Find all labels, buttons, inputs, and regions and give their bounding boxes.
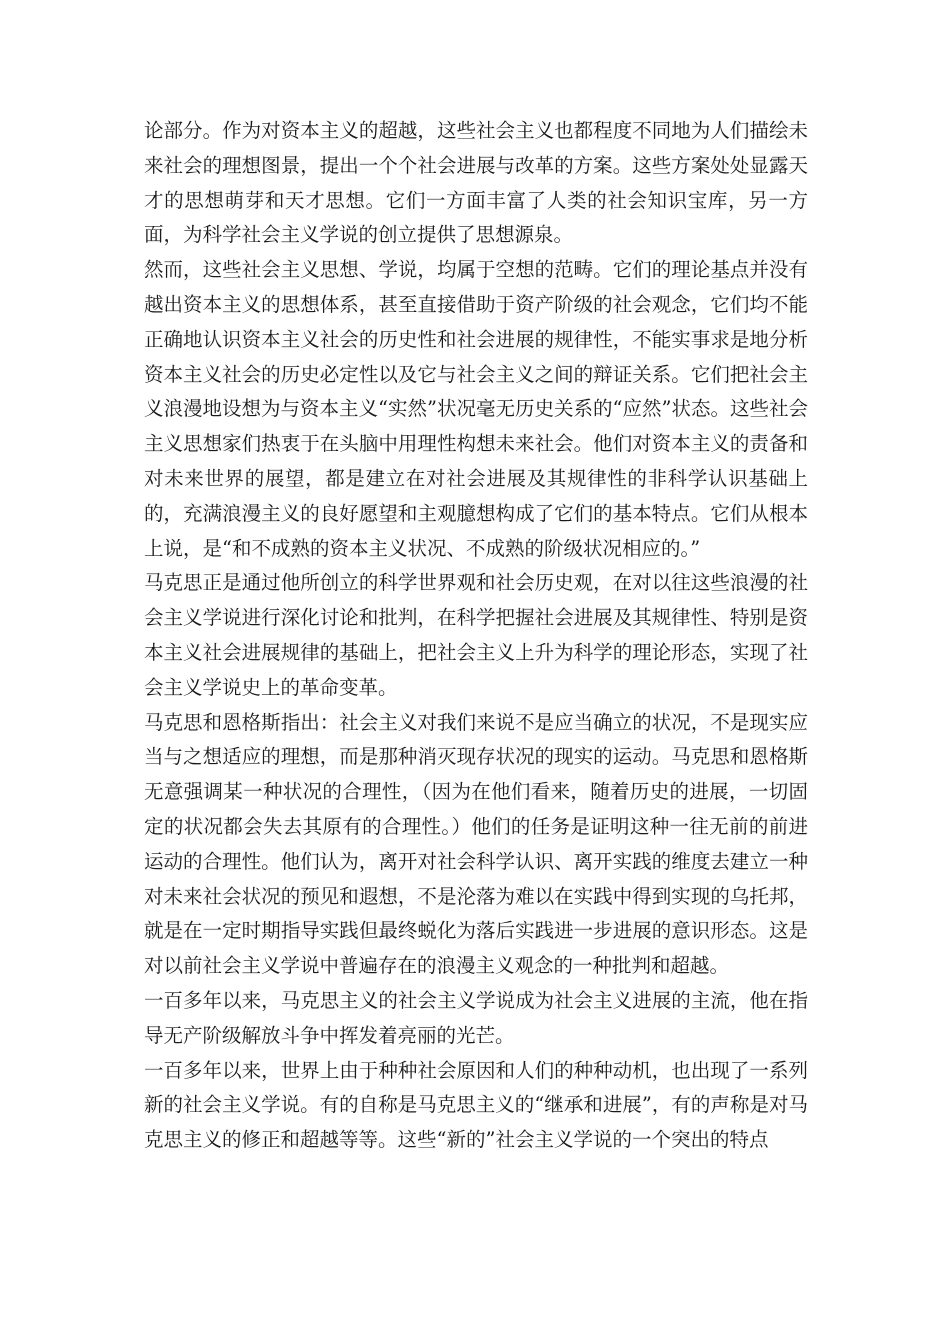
document-page [144,114,808,1158]
paragraph-4: 马克思和恩格斯指出：社会主义对我们来说不是应当确立的状况，不是现实应当与之想适应的理想，而是那种消灭现存状况的现实的运动。马克思和恩格斯无意强调某一种状况的合理性，（因为在他们看来，随着历史的进展，一切固定的状况都会失去其原有的合理性。）他们的任务是证明这种一往无前的前进运动的合理性。他们认为，离开对社会科学认识、离开实践的维度去建立一种对未来社会状况的预见和遐想，不是沦落为难以在实践中得到实现的乌托邦，就是在一定时期指导实践但最终蜕化为落后实践进一步进展的意识形态。这是对以前社会主义学说中普遍存在的浪漫主义观念的一种批判和超越。 [144,710,808,978]
paragraph-2: 然而，这些社会主义思想、学说，均属于空想的范畴。它们的理论基点并没有越出资本主义的思想体系，甚至直接借助于资产阶级的社会观念，它们均不能正确地认识资本主义社会的历史性和社会进展的规律性，不能实事求是地分析资本主义社会的历史必定性以及它与社会主义之间的辩证关系。它们把社会主义浪漫地设想为与资本主义“实然”状况毫无历史关系的“应然”状态。这些社会主义思想家们热衷于在头脑中用理性构想未来社会。他们对资本主义的责备和对未来世界的展望，都是建立在对社会进展及其规律性的非科学认识基础上的，充满浪漫主义的良好愿望和主观臆想构成了它们的基本特点。它们从根本上说，是“和不成熟的资本主义状况、不成熟的阶级状况相应的。” [144,258,808,560]
paragraph-6: 一百多年以来，世界上由于种种社会原因和人们的种种动机，也出现了一系列新的社会主义学说。有的自称是马克思主义的“继承和进展”，有的声称是对马克思主义的修正和超越等等。这些“新的”社会主义学说的一个突出的特点 [144,1058,808,1152]
paragraph-3: 马克思正是通过他所创立的科学世界观和社会历史观，在对以往这些浪漫的社会主义学说进行深化讨论和批判，在科学把握社会进展及其规律性、特别是资本主义社会进展规律的基础上，把社会主义上升为科学的理论形态，实现了社会主义学说史上的革命变革。 [144,571,808,699]
paragraph-1: 论部分。作为对资本主义的超越，这些社会主义也都程度不同地为人们描绘未来社会的理想图景，提出一个个社会进展与改革的方案。这些方案处处显露天才的思想萌芽和天才思想。它们一方面丰富了人类的社会知识宝库，另一方面，为科学社会主义学说的创立提供了思想源泉。 [144,119,808,247]
paragraph-5: 一百多年以来，马克思主义的社会主义学说成为社会主义进展的主流，他在指导无产阶级解放斗争中挥发着亮丽的光芒。 [144,988,808,1047]
